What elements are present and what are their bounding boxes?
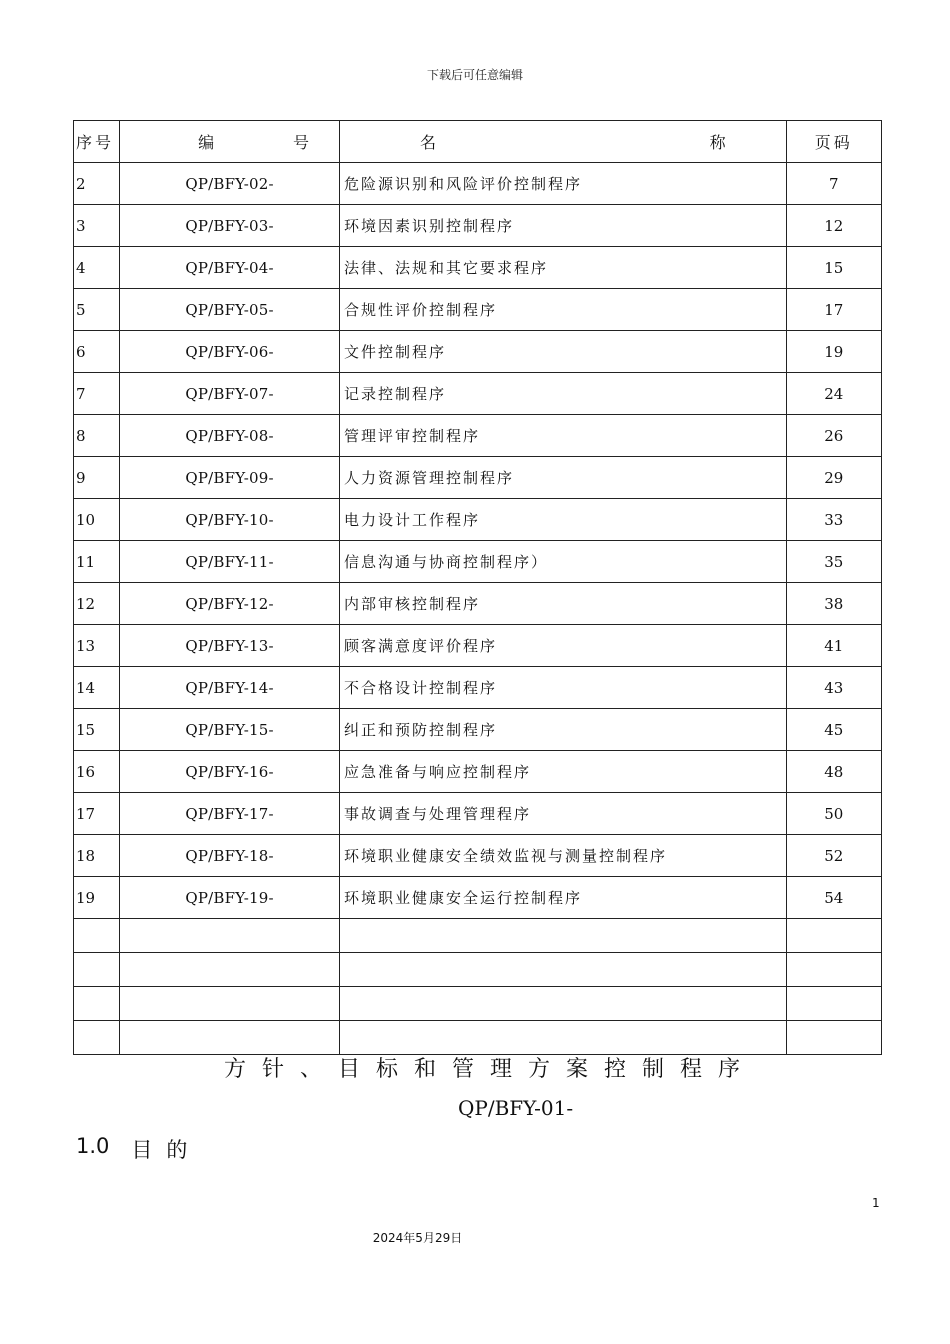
- cell-num: 2: [74, 163, 120, 205]
- cell-num: 8: [74, 415, 120, 457]
- cell-code: QP/BFY-07-: [120, 373, 340, 415]
- header-num: 序号: [74, 121, 120, 163]
- cell-code: QP/BFY-04-: [120, 247, 340, 289]
- header-name: [339, 121, 786, 163]
- table-row: [74, 415, 882, 457]
- cell-name: 危险源识别和风险评价控制程序: [339, 163, 786, 205]
- cell-code: QP/BFY-10-: [120, 499, 340, 541]
- header-code: [120, 121, 340, 163]
- cell-name: 合规性评价控制程序: [339, 289, 786, 331]
- cell-page: 15: [786, 247, 881, 289]
- empty-row: [74, 919, 882, 953]
- cell-page: 24: [786, 373, 881, 415]
- header-code-left: 编: [198, 133, 215, 152]
- cell-num: 17: [74, 793, 120, 835]
- cell-name: 纠正和预防控制程序: [339, 709, 786, 751]
- cell-code: QP/BFY-05-: [120, 289, 340, 331]
- cell-num: 18: [74, 835, 120, 877]
- table-row: [74, 247, 882, 289]
- cell-code: QP/BFY-02-: [120, 163, 340, 205]
- footer-date: 2024年5月29日: [372, 1231, 463, 1245]
- cell-code: QP/BFY-16-: [120, 751, 340, 793]
- toc-header-row: [74, 121, 882, 163]
- cell-page: 7: [786, 163, 881, 205]
- empty-cell: [339, 919, 786, 953]
- cell-page: 17: [786, 289, 881, 331]
- cell-name: 记录控制程序: [339, 373, 786, 415]
- empty-cell: [74, 1021, 120, 1055]
- cell-page: 35: [786, 541, 881, 583]
- empty-cell: [120, 919, 340, 953]
- table-row: [74, 541, 882, 583]
- cell-name: 应急准备与响应控制程序: [339, 751, 786, 793]
- cell-code: QP/BFY-12-: [120, 583, 340, 625]
- cell-code: QP/BFY-18-: [120, 835, 340, 877]
- empty-cell: [786, 953, 881, 987]
- cell-page: 12: [786, 205, 881, 247]
- cell-num: 7: [74, 373, 120, 415]
- cell-code: QP/BFY-19-: [120, 877, 340, 919]
- cell-num: 19: [74, 877, 120, 919]
- cell-num: 5: [74, 289, 120, 331]
- cell-code: QP/BFY-11-: [120, 541, 340, 583]
- empty-cell: [786, 987, 881, 1021]
- cell-code: QP/BFY-08-: [120, 415, 340, 457]
- cell-num: 10: [74, 499, 120, 541]
- toc-table: [73, 120, 882, 1055]
- cell-code: QP/BFY-14-: [120, 667, 340, 709]
- cell-page: 29: [786, 457, 881, 499]
- empty-cell: [120, 987, 340, 1021]
- document-code: QP/BFY-01-: [458, 1096, 574, 1120]
- empty-row: [74, 1021, 882, 1055]
- empty-cell: [74, 987, 120, 1021]
- cell-page: 41: [786, 625, 881, 667]
- cell-name: 环境职业健康安全运行控制程序: [339, 877, 786, 919]
- cell-num: 4: [74, 247, 120, 289]
- cell-name: 电力设计工作程序: [339, 499, 786, 541]
- table-row: [74, 583, 882, 625]
- table-row: [74, 331, 882, 373]
- table-row: [74, 373, 882, 415]
- table-row: [74, 667, 882, 709]
- section-title: 目的: [131, 1138, 202, 1162]
- empty-cell: [120, 953, 340, 987]
- cell-name: 信息沟通与协商控制程序）: [339, 541, 786, 583]
- cell-num: 15: [74, 709, 120, 751]
- empty-cell: [786, 919, 881, 953]
- cell-code: QP/BFY-15-: [120, 709, 340, 751]
- empty-cell: [74, 953, 120, 987]
- section-heading: [76, 1134, 201, 1164]
- cell-name: 人力资源管理控制程序: [339, 457, 786, 499]
- section-number: 1.0: [76, 1134, 110, 1158]
- empty-cell: [339, 987, 786, 1021]
- empty-cell: [339, 1021, 786, 1055]
- table-row: [74, 751, 882, 793]
- cell-name: 事故调查与处理管理程序: [339, 793, 786, 835]
- cell-page: 26: [786, 415, 881, 457]
- cell-page: 48: [786, 751, 881, 793]
- cell-num: 3: [74, 205, 120, 247]
- cell-page: 45: [786, 709, 881, 751]
- empty-row: [74, 987, 882, 1021]
- cell-name: 环境因素识别控制程序: [339, 205, 786, 247]
- cell-page: 50: [786, 793, 881, 835]
- cell-page: 52: [786, 835, 881, 877]
- table-row: [74, 835, 882, 877]
- cell-name: 法律、法规和其它要求程序: [339, 247, 786, 289]
- cell-code: QP/BFY-17-: [120, 793, 340, 835]
- cell-num: 14: [74, 667, 120, 709]
- header-note: 下载后可任意编辑: [426, 68, 523, 82]
- cell-name: 文件控制程序: [339, 331, 786, 373]
- cell-name: 内部审核控制程序: [339, 583, 786, 625]
- page-number: 1: [872, 1196, 880, 1210]
- cell-name: 不合格设计控制程序: [339, 667, 786, 709]
- toc-body: [74, 163, 882, 1055]
- empty-cell: [339, 953, 786, 987]
- header-code-right: 号: [292, 133, 309, 152]
- cell-code: QP/BFY-09-: [120, 457, 340, 499]
- cell-page: 33: [786, 499, 881, 541]
- table-row: [74, 205, 882, 247]
- cell-num: 6: [74, 331, 120, 373]
- cell-page: 38: [786, 583, 881, 625]
- empty-cell: [74, 919, 120, 953]
- empty-cell: [120, 1021, 340, 1055]
- table-row: [74, 163, 882, 205]
- cell-name: 管理评审控制程序: [339, 415, 786, 457]
- table-row: [74, 289, 882, 331]
- table-row: [74, 877, 882, 919]
- cell-page: 43: [786, 667, 881, 709]
- cell-name: 顾客满意度评价程序: [339, 625, 786, 667]
- header-name-right: 称: [709, 133, 726, 152]
- table-row: [74, 709, 882, 751]
- table-row: [74, 625, 882, 667]
- cell-num: 12: [74, 583, 120, 625]
- table-row: [74, 499, 882, 541]
- cell-num: 16: [74, 751, 120, 793]
- cell-num: 11: [74, 541, 120, 583]
- document-title: 方针、目标和管理方案控制程序: [223, 1057, 756, 1082]
- header-name-left: 名: [419, 133, 436, 152]
- cell-code: QP/BFY-06-: [120, 331, 340, 373]
- cell-name: 环境职业健康安全绩效监视与测量控制程序: [339, 835, 786, 877]
- table-row: [74, 793, 882, 835]
- cell-page: 19: [786, 331, 881, 373]
- cell-num: 9: [74, 457, 120, 499]
- cell-page: 54: [786, 877, 881, 919]
- empty-row: [74, 953, 882, 987]
- empty-cell: [786, 1021, 881, 1055]
- cell-num: 13: [74, 625, 120, 667]
- cell-code: QP/BFY-03-: [120, 205, 340, 247]
- cell-code: QP/BFY-13-: [120, 625, 340, 667]
- header-page: 页码: [786, 121, 881, 163]
- table-row: [74, 457, 882, 499]
